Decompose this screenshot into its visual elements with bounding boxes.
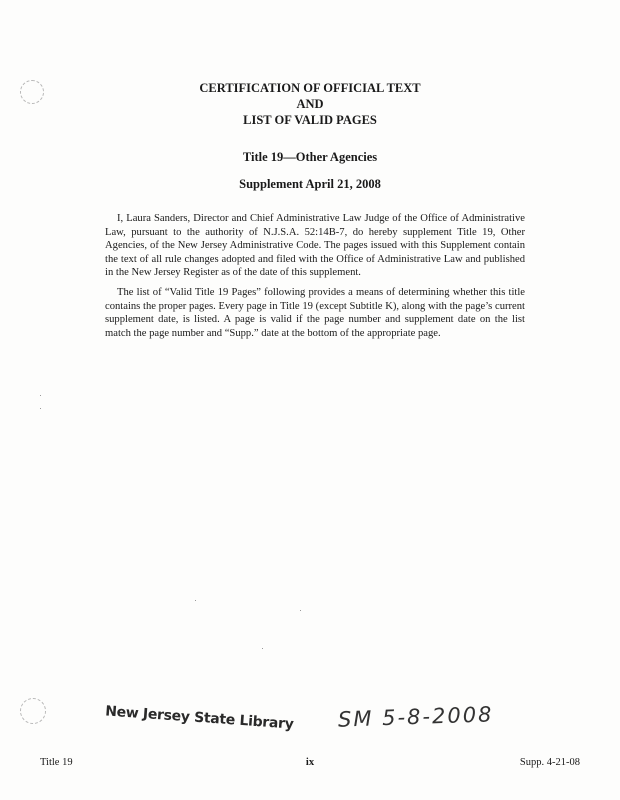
title-heading: Title 19—Other Agencies — [242, 150, 378, 164]
punch-hole-bottom — [20, 698, 46, 724]
header-line-1: CERTIFICATION OF OFFICIAL TEXT — [199, 81, 421, 95]
footer-supplement-date: Supp. 4-21-08 — [519, 757, 580, 768]
header-line-2: AND — [296, 97, 324, 111]
scan-speck — [195, 600, 196, 601]
certification-header — [0, 80, 620, 128]
scan-speck — [40, 408, 41, 409]
footer-page-number: ix — [305, 757, 315, 768]
footer-title: Title 19 — [40, 757, 73, 768]
paragraph-valid-pages: The list of “Valid Title 19 Pages” following provides a means of determining whether this title contains the proper pages. Every page in Title 19 (except Subtitle K), along with the page’s current supplement date, is listed. A page is valid if the page number and supplement date on the list match the page number and “Supp.” date at the bottom of the appropriate page. — [105, 287, 525, 339]
library-stamp: New Jersey State Library — [104, 703, 295, 733]
handwritten-note: SM 5-8-2008 — [337, 702, 494, 732]
paragraph-certification: I, Laura Sanders, Director and Chief Administrative Law Judge of the Office of Administrative Law, pursuant to the authority of N.J.S.A. 52:14B-7, do hereby supplement Title 19, Other Agencies, of the New Jersey Administrative Code. The pages issued with this Supplement contain the text of all rule changes adopted and filed with the Office of Administrative Law and published in the New Jersey Register as of the date of this supplement. — [105, 213, 525, 279]
header-line-3: LIST OF VALID PAGES — [243, 113, 377, 127]
scan-speck — [40, 395, 41, 396]
supplement-heading: Supplement April 21, 2008 — [239, 177, 381, 191]
scan-speck — [262, 648, 263, 649]
scan-speck — [300, 610, 301, 611]
